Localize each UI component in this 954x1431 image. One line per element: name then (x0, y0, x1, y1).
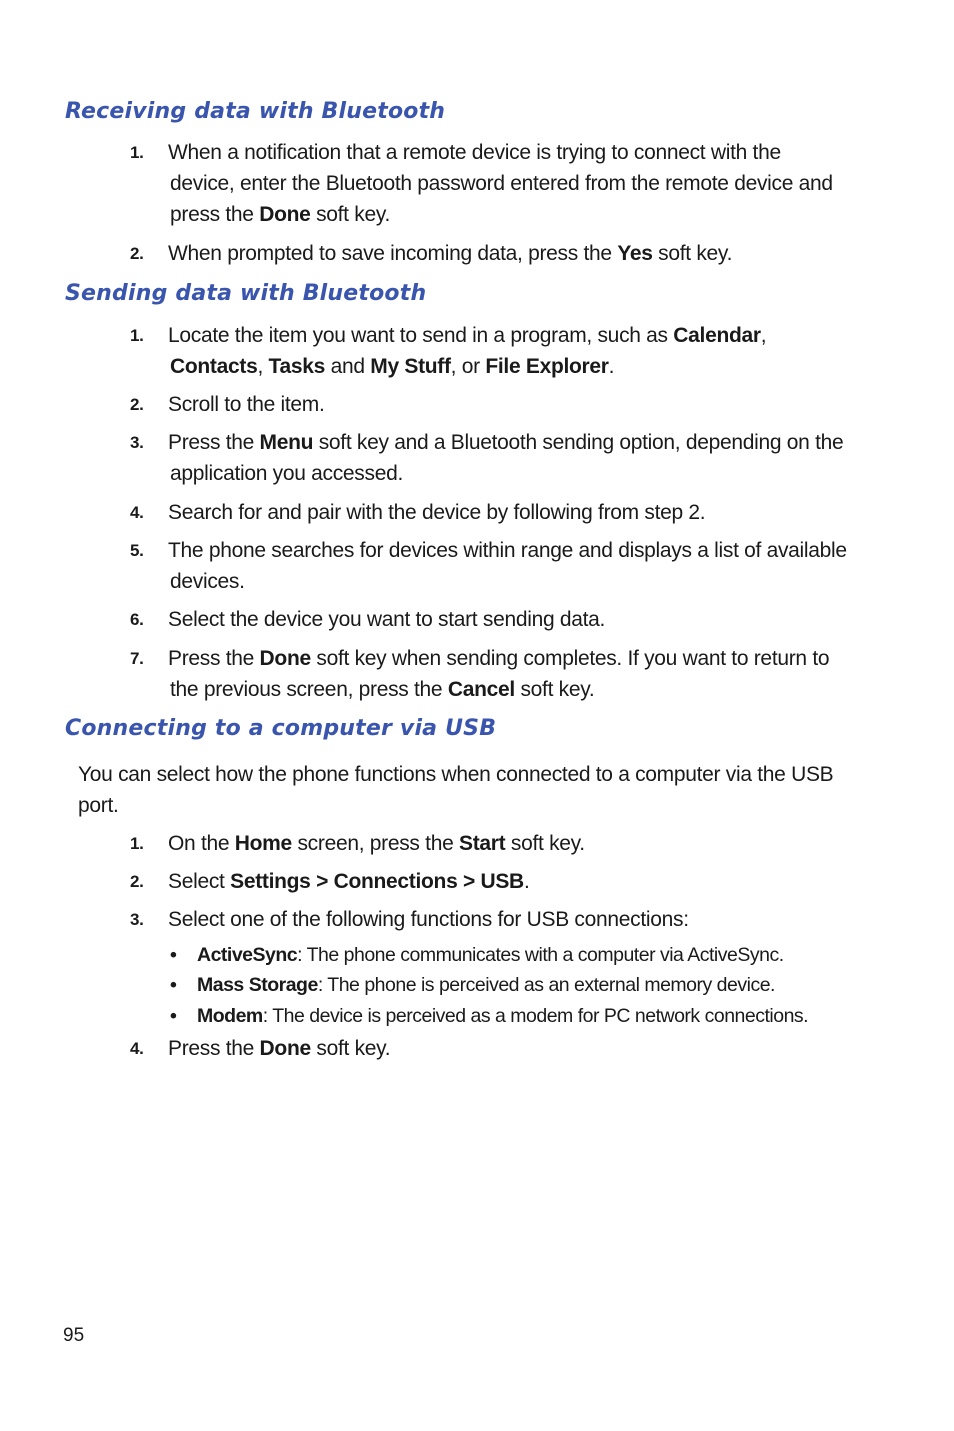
bold-term: File Explorer (485, 355, 609, 378)
bold-term: Contacts (170, 355, 258, 378)
bold-term: Mass Storage (197, 974, 318, 996)
bullet-dot: • (170, 1005, 177, 1027)
text-line: Select Settings > Connections > USB. (168, 870, 530, 893)
text-line: Select the device you want to start sending data. (168, 608, 606, 631)
section-heading-receiving: Receiving data with Bluetooth (65, 99, 446, 124)
bullet-dot: • (170, 974, 177, 996)
text-line: Press the Done soft key. (168, 1037, 391, 1060)
text-line: press the Done soft key. (170, 203, 391, 226)
bullet-item-modem (170, 1002, 808, 1030)
step-text (168, 604, 860, 635)
step-number: 1. (130, 326, 144, 345)
bold-term: Done (259, 203, 311, 226)
bullet-dot: • (170, 944, 177, 966)
bullet-text: ActiveSync: The phone communicates with a computer via ActiveSync. (197, 944, 784, 966)
bold-term: Settings > Connections > USB (230, 870, 524, 893)
list-item (130, 137, 860, 230)
bold-term: ActiveSync (197, 944, 298, 966)
step-number: 3. (130, 433, 144, 452)
list-item (130, 427, 860, 489)
list-item (130, 904, 860, 935)
bold-term: Home (234, 832, 292, 855)
section-heading-usb: Connecting to a computer via USB (65, 716, 497, 741)
text-line: Press the Menu soft key and a Bluetooth sending option, depending on the (168, 431, 844, 454)
text-line: When a notification that a remote device is trying to connect with the (168, 141, 781, 164)
intro-line: port. (78, 794, 119, 817)
bold-term: Modem (197, 1005, 263, 1027)
bullet-item-mass-storage (170, 971, 775, 999)
list-item (130, 604, 860, 635)
text-line: When prompted to save incoming data, press the Yes soft key. (168, 242, 733, 265)
step-number: 2. (130, 395, 144, 414)
step-text (168, 497, 860, 528)
step-text (168, 535, 860, 597)
text-line: The phone searches for devices within range and displays a list of available (168, 539, 847, 562)
step-text (168, 137, 860, 230)
text-line: Contacts, Tasks and My Stuff, or File Explorer. (170, 355, 615, 378)
step-number: 4. (130, 503, 144, 522)
list-item (130, 1033, 860, 1064)
list-item (130, 497, 860, 528)
list-item (130, 866, 860, 897)
bold-term: Tasks (268, 355, 326, 378)
step-number: 1. (130, 834, 144, 853)
bold-term: Yes (617, 242, 653, 265)
bold-term: Done (259, 1037, 311, 1060)
list-item (130, 643, 860, 705)
step-number: 5. (130, 541, 144, 560)
list-item (130, 535, 860, 597)
text-line: Press the Done soft key when sending completes. If you want to return to (168, 647, 830, 670)
bold-term: Cancel (447, 678, 515, 701)
intro-paragraph (78, 759, 868, 821)
step-number: 7. (130, 649, 144, 668)
step-text (168, 866, 860, 897)
text-line: device, enter the Bluetooth password entered from the remote device and (170, 172, 833, 195)
bold-term: Done (259, 647, 311, 670)
bold-term: Start (459, 832, 506, 855)
step-text (168, 643, 860, 705)
step-text (168, 238, 860, 269)
list-item (130, 828, 860, 859)
step-number: 2. (130, 872, 144, 891)
bold-term: Menu (259, 431, 314, 454)
step-number: 3. (130, 910, 144, 929)
text-line: Locate the item you want to send in a program, such as Calendar, (168, 324, 767, 347)
step-text (168, 828, 860, 859)
text-line: Search for and pair with the device by following from step 2. (168, 501, 706, 524)
text-line: application you accessed. (170, 462, 403, 485)
text-line: On the Home screen, press the Start soft key. (168, 832, 585, 855)
step-number: 4. (130, 1039, 144, 1058)
step-number: 1. (130, 143, 144, 162)
text-line: Select one of the following functions for USB connections: (168, 908, 689, 931)
step-text (168, 904, 860, 935)
page-number: 95 (63, 1325, 85, 1346)
step-text (168, 320, 860, 382)
step-text (168, 1033, 860, 1064)
intro-line: You can select how the phone functions when connected to a computer via the USB (78, 763, 834, 786)
step-text (168, 389, 860, 420)
bullet-text: Modem: The device is perceived as a modem for PC network connections. (197, 1005, 809, 1027)
list-item (130, 238, 860, 269)
bullet-text: Mass Storage: The phone is perceived as an external memory device. (197, 974, 775, 996)
text-line: devices. (170, 570, 245, 593)
step-number: 2. (130, 244, 144, 263)
section-heading-sending: Sending data with Bluetooth (65, 281, 427, 306)
bold-term: Calendar (673, 324, 761, 347)
step-number: 6. (130, 610, 144, 629)
bold-term: My Stuff (370, 355, 451, 378)
step-text (168, 427, 860, 489)
bullet-item-activesync (170, 941, 784, 969)
text-line: the previous screen, press the Cancel soft key. (170, 678, 595, 701)
text-line: Scroll to the item. (168, 393, 325, 416)
list-item (130, 320, 860, 382)
list-item (130, 389, 860, 420)
